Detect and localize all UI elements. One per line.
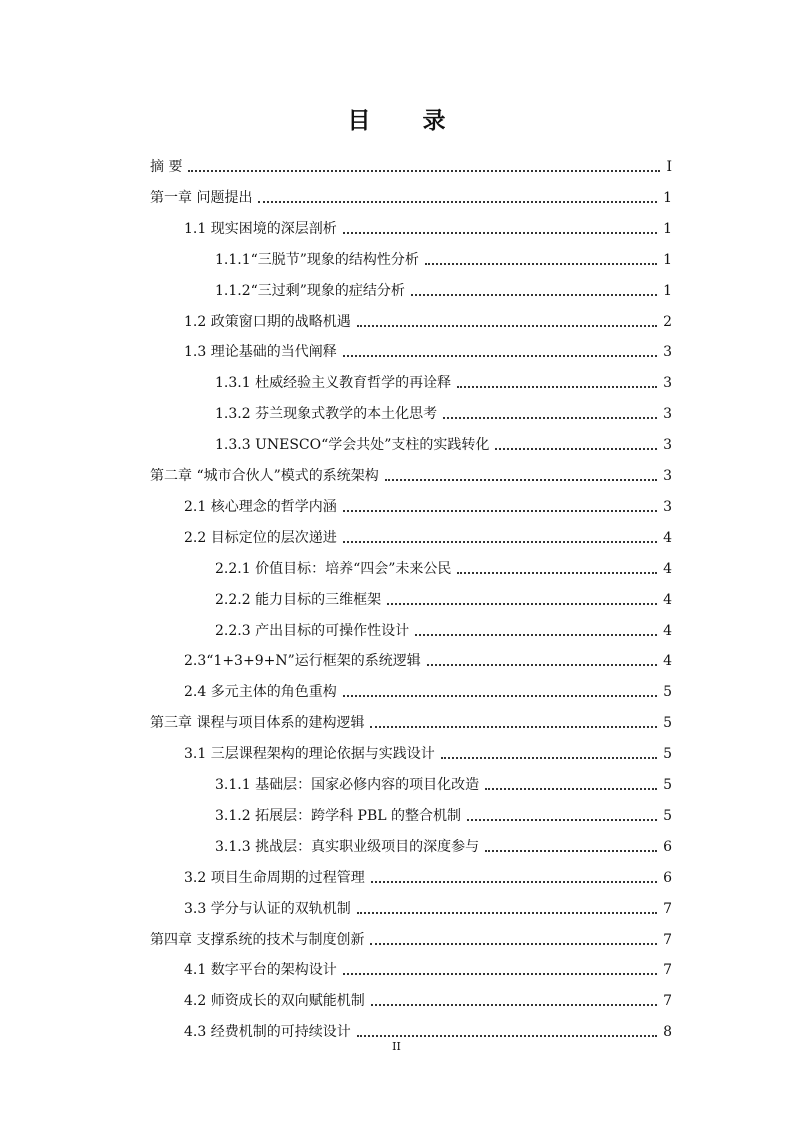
toc-dot-leader xyxy=(371,1004,657,1006)
toc-dot-leader xyxy=(467,819,657,821)
toc-entry[interactable] xyxy=(150,591,672,609)
toc-entry-page: 1 xyxy=(663,189,672,206)
toc-entry[interactable] xyxy=(150,931,672,949)
toc-entry-page: 3 xyxy=(663,344,672,361)
toc-entry-page: 4 xyxy=(663,622,672,639)
toc-entry[interactable] xyxy=(150,838,672,856)
toc-entry-label: 第二章 “城市合伙人”模式的系统架构 xyxy=(150,468,379,484)
toc-entry-page: 4 xyxy=(663,591,672,608)
toc-entry-label: 2.2 目标定位的层次递进 xyxy=(184,529,337,546)
toc-entry-label: 1.3.2 芬兰现象式教学的本土化思考 xyxy=(215,406,438,423)
toc-entry[interactable] xyxy=(150,776,672,794)
toc-entry-label: 4.2 师资成长的双向赋能机制 xyxy=(184,993,365,1010)
toc-entry[interactable] xyxy=(150,343,672,361)
toc-entry-page: 6 xyxy=(663,838,672,855)
toc-entry-page: 4 xyxy=(663,653,672,670)
toc-dot-leader xyxy=(441,757,657,759)
toc-entry-label: 3.2 项目生命周期的过程管理 xyxy=(184,869,365,886)
toc-dot-leader xyxy=(411,294,657,296)
toc-entry[interactable] xyxy=(150,436,672,454)
toc-dot-leader xyxy=(495,448,657,450)
toc-entry[interactable] xyxy=(150,405,672,423)
toc-entry-label: 摘 要 xyxy=(150,159,183,175)
toc-entry[interactable] xyxy=(150,282,672,300)
toc-dot-leader xyxy=(485,850,657,852)
toc-entry-label: 1.3.3 UNESCO“学会共处”支柱的实践转化 xyxy=(215,437,490,454)
toc-entry[interactable] xyxy=(150,961,672,979)
toc-entry[interactable] xyxy=(150,683,672,701)
toc-entry[interactable] xyxy=(150,251,672,269)
toc-dot-leader xyxy=(457,386,657,388)
toc-dot-leader xyxy=(427,664,657,666)
toc-entry[interactable] xyxy=(150,714,672,732)
toc-entry-page: 3 xyxy=(663,437,672,454)
toc-dot-leader xyxy=(258,201,657,203)
toc-entry-label: 3.1.1 基础层：国家必修内容的项目化改造 xyxy=(215,777,480,793)
toc-dot-leader xyxy=(385,479,657,481)
toc-dot-leader xyxy=(343,541,657,543)
toc-entry-label: 2.1 核心理念的哲学内涵 xyxy=(184,498,337,515)
toc-dot-leader xyxy=(370,943,657,945)
toc-entry-page: 4 xyxy=(663,560,672,577)
toc-entry-page: 5 xyxy=(663,777,672,793)
toc-entry[interactable] xyxy=(150,622,672,640)
toc-entry-page: 5 xyxy=(663,715,672,732)
toc-entry-page: 5 xyxy=(663,746,672,763)
toc-entry-page: 3 xyxy=(663,468,672,484)
toc-dot-leader xyxy=(457,572,657,574)
toc-entry-label: 2.2.2 能力目标的三维框架 xyxy=(215,591,382,608)
toc-entry-label: 1.3 理论基础的当代阐释 xyxy=(184,344,337,361)
toc-entry[interactable] xyxy=(150,1023,672,1041)
toc-dot-leader xyxy=(357,1035,657,1037)
toc-entry-page: 3 xyxy=(663,375,672,392)
toc-dot-leader xyxy=(343,355,657,357)
toc-entry-label: 3.1.3 挑战层：真实职业级项目的深度参与 xyxy=(215,838,480,855)
toc-entry-page: 5 xyxy=(663,807,672,824)
toc-entry-label: 2.4 多元主体的角色重构 xyxy=(184,684,337,701)
toc-entry[interactable] xyxy=(150,900,672,918)
toc-entry-page: 5 xyxy=(663,684,672,701)
toc-entry-label: 第三章 课程与项目体系的建构逻辑 xyxy=(150,715,365,732)
toc-entry-page: 7 xyxy=(663,962,672,979)
toc-entry[interactable] xyxy=(150,498,672,516)
toc-entry[interactable] xyxy=(150,652,672,670)
toc-entry[interactable] xyxy=(150,374,672,392)
toc-entry-page: 3 xyxy=(663,406,672,423)
toc-entry[interactable] xyxy=(150,992,672,1010)
toc-entry-page: 3 xyxy=(663,498,672,515)
toc-dot-leader xyxy=(343,510,657,512)
toc-entry-page: 6 xyxy=(663,869,672,886)
toc-entry-label: 1.1 现实困境的深层剖析 xyxy=(184,220,337,237)
toc-dot-leader xyxy=(343,973,657,975)
toc-entry-label: 4.1 数字平台的架构设计 xyxy=(184,962,337,979)
page-title: 目 录 xyxy=(347,108,468,134)
toc-entry[interactable] xyxy=(150,869,672,887)
toc-dot-leader xyxy=(387,603,657,605)
toc-entry-label: 3.1 三层课程架构的理论依据与实践设计 xyxy=(184,746,435,763)
toc-entry-label: 1.1.1“三脱节”现象的结构性分析 xyxy=(215,251,419,268)
toc-entry-label: 3.1.2 拓展层：跨学科 PBL 的整合机制 xyxy=(215,807,461,824)
toc-entry[interactable] xyxy=(150,158,672,176)
toc-entry-label: 第四章 支撑系统的技术与制度创新 xyxy=(150,931,365,948)
toc-entry-label: 3.3 学分与认证的双轨机制 xyxy=(184,900,351,917)
toc-entry-page: 1 xyxy=(663,282,672,299)
toc-entry-page: 7 xyxy=(663,900,672,917)
toc-entry[interactable] xyxy=(150,560,672,578)
toc-entry-page: 2 xyxy=(663,313,672,330)
toc-dot-leader xyxy=(371,881,657,883)
toc-entry[interactable] xyxy=(150,189,672,207)
toc-dot-leader xyxy=(485,788,657,790)
toc-entry[interactable] xyxy=(150,529,672,547)
toc-entry[interactable] xyxy=(150,467,672,485)
toc-entry[interactable] xyxy=(150,745,672,763)
toc-entry-page: 7 xyxy=(663,993,672,1010)
page-number: II xyxy=(392,1040,401,1053)
toc-entry-page: 8 xyxy=(663,1024,672,1041)
toc-entry-label: 2.2.3 产出目标的可操作性设计 xyxy=(215,622,410,639)
toc-entry-page: 1 xyxy=(663,251,672,268)
toc-entry-page: 1 xyxy=(663,220,672,237)
toc-entry[interactable] xyxy=(150,313,672,331)
toc-entry-label: 第一章 问题提出 xyxy=(150,189,253,206)
toc-entry-label: 2.3“1+3+9+N”运行框架的系统逻辑 xyxy=(184,653,421,670)
toc-entry-label: 2.2.1 价值目标：培养“四会”未来公民 xyxy=(215,560,452,577)
toc-entry[interactable] xyxy=(150,220,672,238)
toc-entry-label: 1.1.2“三过剩”现象的症结分析 xyxy=(215,282,405,299)
toc-dot-leader xyxy=(425,263,657,265)
toc-entry-label: 1.3.1 杜威经验主义教育哲学的再诠释 xyxy=(215,375,452,392)
toc-entry-page: 7 xyxy=(663,931,672,948)
toc-dot-leader xyxy=(357,325,657,327)
toc-dot-leader xyxy=(188,170,660,172)
toc-dot-leader xyxy=(443,417,657,419)
toc-entry[interactable] xyxy=(150,807,672,825)
toc-entry-label: 4.3 经费机制的可持续设计 xyxy=(184,1024,351,1041)
toc-entry-label: 1.2 政策窗口期的战略机遇 xyxy=(184,313,351,330)
toc-entry-page: I xyxy=(666,159,672,175)
toc-entry-page: 4 xyxy=(663,529,672,546)
toc-dot-leader xyxy=(357,912,657,914)
toc-dot-leader xyxy=(343,695,657,697)
toc-dot-leader xyxy=(415,634,657,636)
toc-dot-leader xyxy=(343,232,657,234)
toc-dot-leader xyxy=(370,726,657,728)
